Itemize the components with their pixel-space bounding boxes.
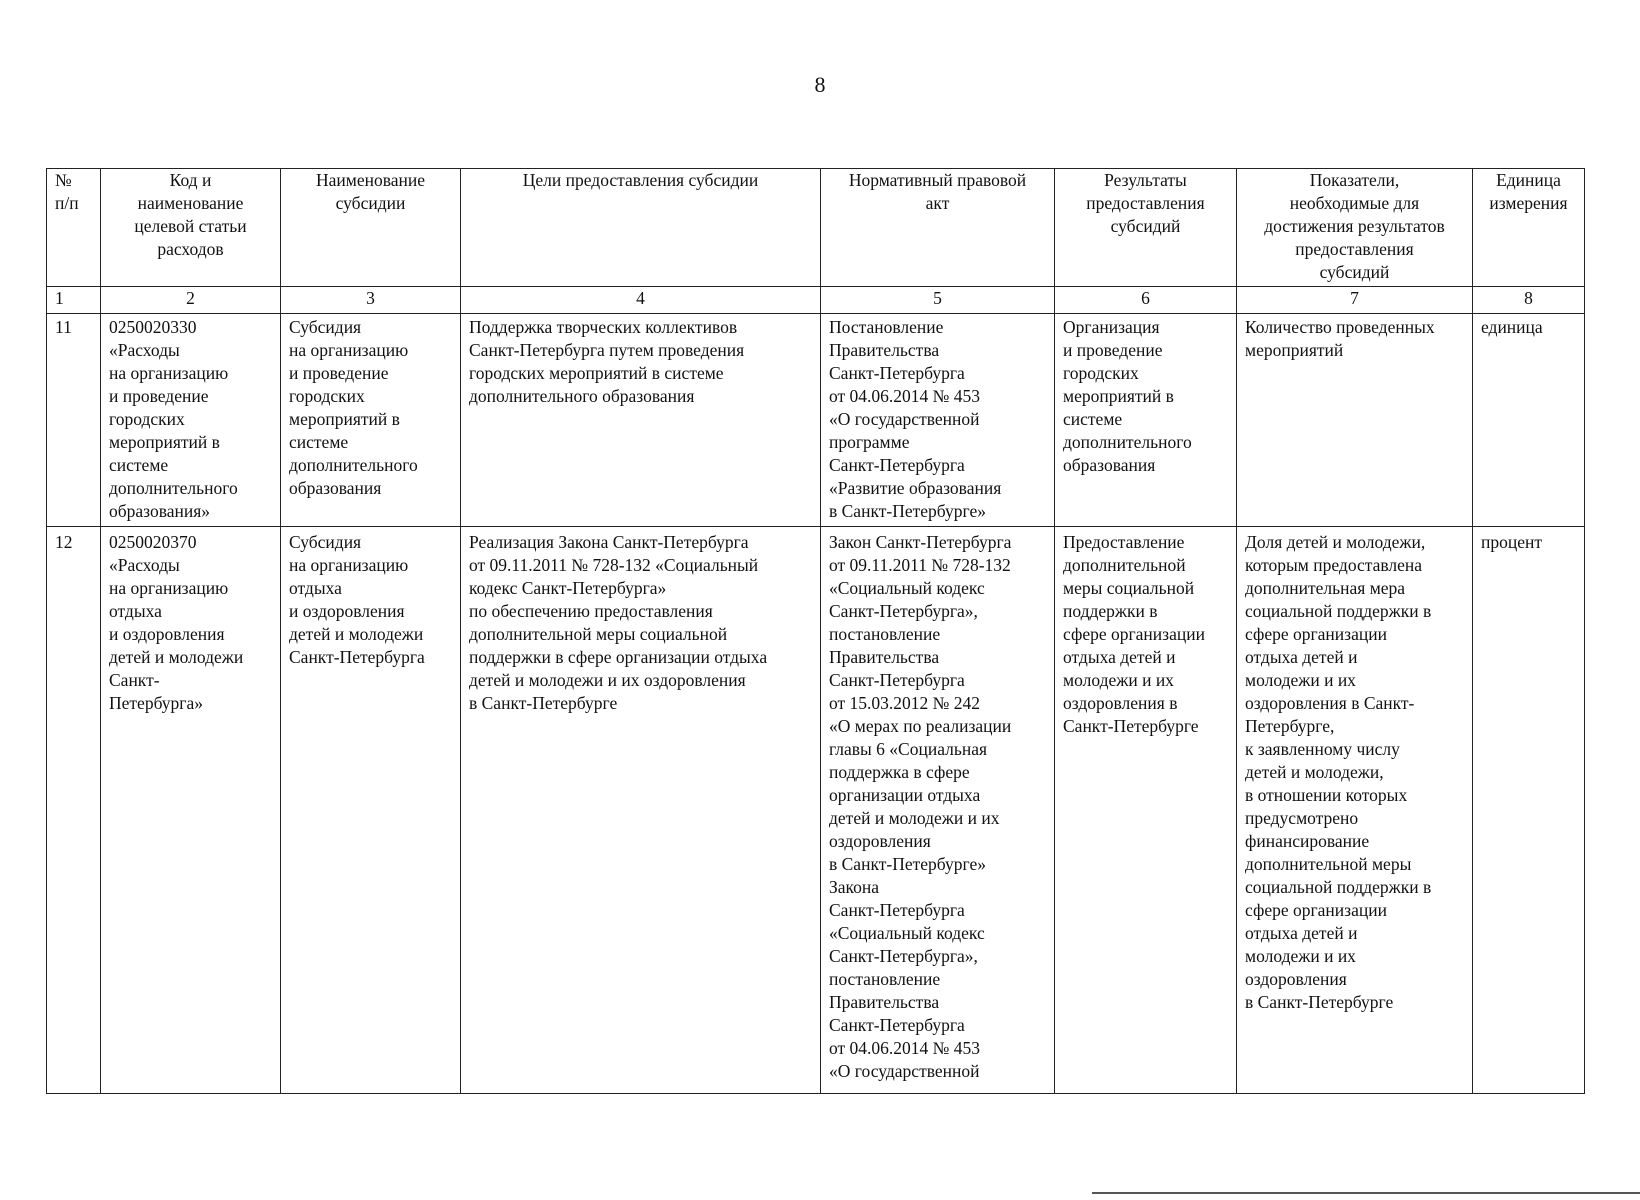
cell-subsidy-name: Субсидия на организацию и проведение городских мероприятий в системе дополнительного образования [281,314,461,527]
column-number: 2 [101,287,281,314]
header-subsidy-name: Наименование субсидии [281,169,461,287]
cell-goals: Поддержка творческих коллективов Санкт-Петербурга путем проведения городских мероприятий в системе дополнительного образования [461,314,821,527]
column-number: 7 [1237,287,1473,314]
cell-indicators: Доля детей и молодежи, которым предоставлена дополнительная мера социальной поддержки в сфере организации отдыха детей и молодежи и их оздоровления в Санкт- Петербурге, к заявленному числу детей и молодежи, в отношении которых предусмотрено финансирование дополнительной меры социальной поддержки в сфере организации отдыха детей и молодежи и их оздоровления в Санкт-Петербурге [1237,527,1473,1094]
column-number: 6 [1055,287,1237,314]
cell-unit: единица [1473,314,1585,527]
cell-results: Предоставление дополнительной меры социальной поддержки в сфере организации отдыха детей и молодежи и их оздоровления в Санкт-Петербурге [1055,527,1237,1094]
cell-num: 12 [47,527,101,1094]
header-row [47,169,1585,287]
cell-indicators: Количество проведенных мероприятий [1237,314,1473,527]
header-results: Результаты предоставления субсидий [1055,169,1237,287]
bottom-divider [1092,1192,1640,1194]
header-legal-act: Нормативный правовой акт [821,169,1055,287]
header-code: Код и наименование целевой статьи расходов [101,169,281,287]
column-number: 4 [461,287,821,314]
cell-subsidy-name: Субсидия на организацию отдыха и оздоровления детей и молодежи Санкт-Петербурга [281,527,461,1094]
cell-results: Организация и проведение городских мероприятий в системе дополнительного образования [1055,314,1237,527]
page-number: 8 [814,72,826,97]
header-indicators: Показатели, необходимые для достижения результатов предоставления субсидий [1237,169,1473,287]
column-number-row [47,287,1585,314]
header-num: № п/п [47,169,101,287]
subsidy-table [46,168,1585,1094]
column-number: 8 [1473,287,1585,314]
cell-unit: процент [1473,527,1585,1094]
table-row [47,314,1585,527]
cell-legal-act: Постановление Правительства Санкт-Петербурга от 04.06.2014 № 453 «О государственной программе Санкт-Петербурга «Развитие образования в Санкт-Петербурге» [821,314,1055,527]
cell-goals: Реализация Закона Санкт-Петербурга от 09.11.2011 № 728-132 «Социальный кодекс Санкт-Петербурга» по обеспечению предоставления дополнительной меры социальной поддержки в сфере организации отдыха детей и молодежи и их оздоровления в Санкт-Петербурге [461,527,821,1094]
column-number: 3 [281,287,461,314]
cell-legal-act: Закон Санкт-Петербурга от 09.11.2011 № 728-132 «Социальный кодекс Санкт-Петербурга», постановление Правительства Санкт-Петербурга от 15.03.2012 № 242 «О мерах по реализации главы 6 «Социальная поддержка в сфере организации отдыха детей и молодежи и их оздоровления в Санкт-Петербурге» Закона Санкт-Петербурга «Социальный кодекс Санкт-Петербурга», постановление Правительства Санкт-Петербурга от 04.06.2014 № 453 «О государственной [821,527,1055,1094]
column-number: 1 [47,287,101,314]
cell-code: 0250020330 «Расходы на организацию и проведение городских мероприятий в системе дополнительного образования» [101,314,281,527]
header-goals: Цели предоставления субсидии [461,169,821,287]
table-row [47,527,1585,1094]
cell-num: 11 [47,314,101,527]
header-unit: Единица измерения [1473,169,1585,287]
column-number: 5 [821,287,1055,314]
cell-code: 0250020370 «Расходы на организацию отдыха и оздоровления детей и молодежи Санкт- Петербурга» [101,527,281,1094]
